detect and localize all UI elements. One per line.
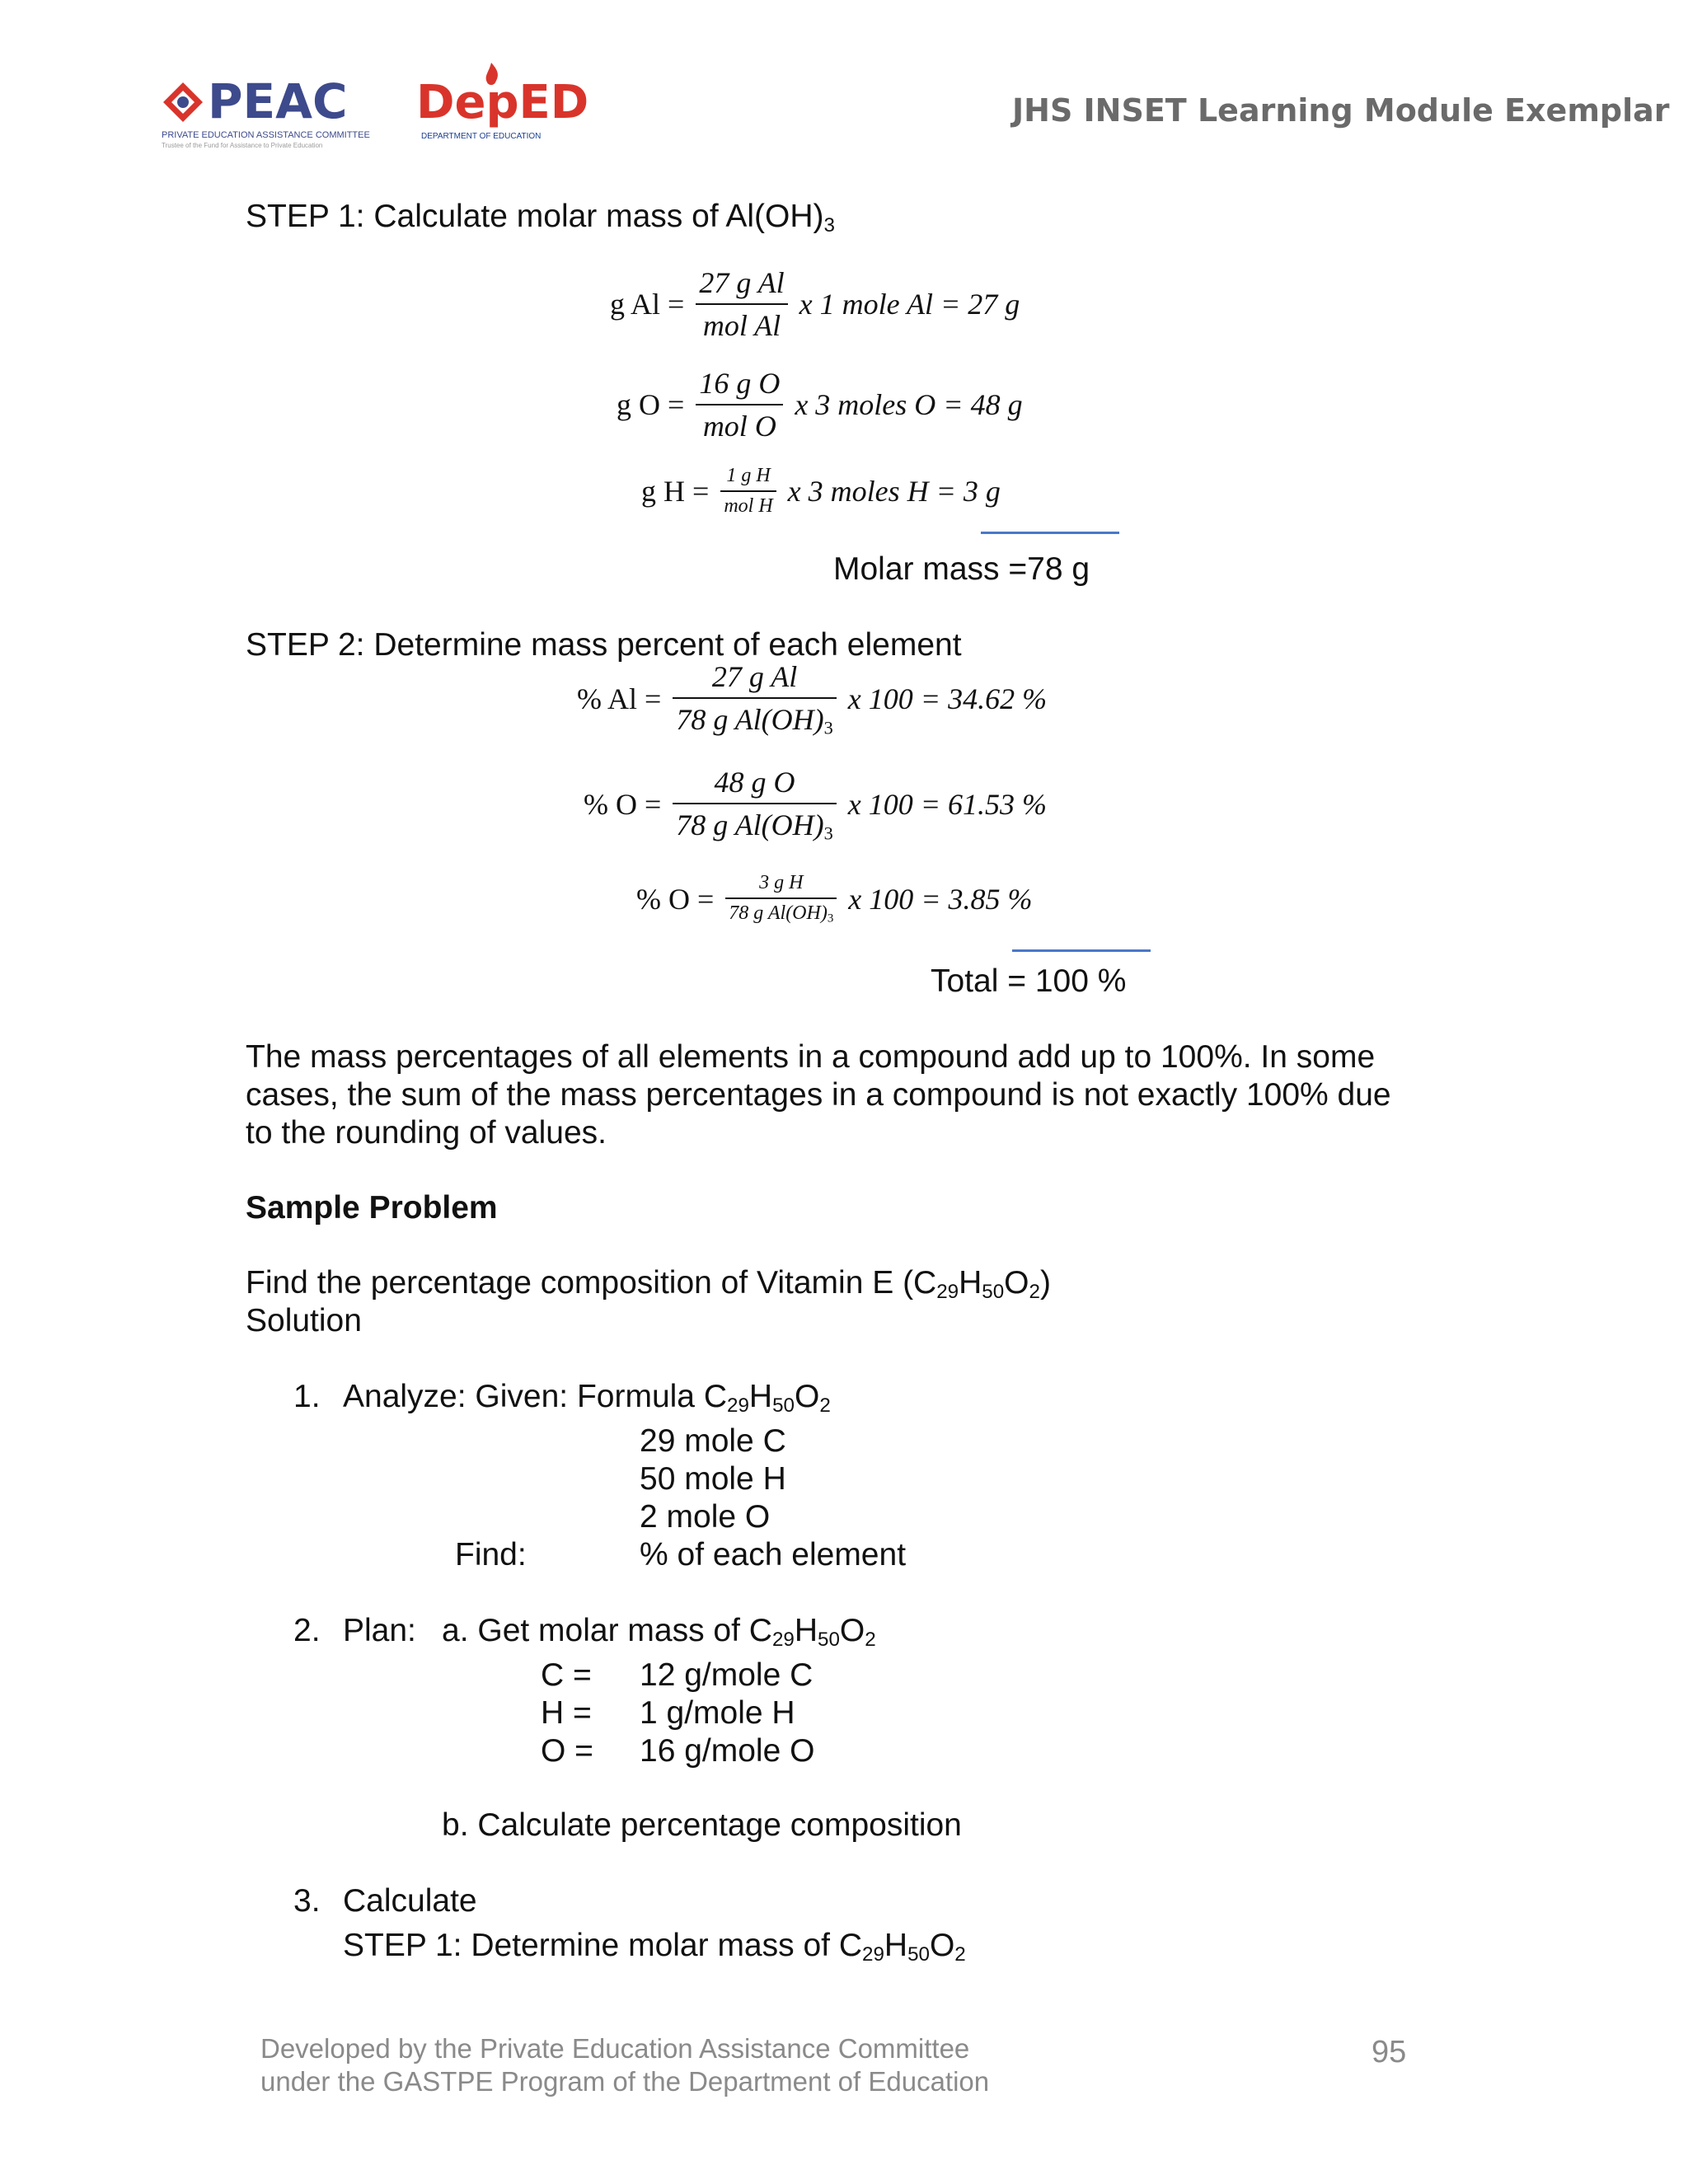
fraction-denominator: mol H <box>724 495 773 517</box>
plan-step-b: b. Calculate percentage composition <box>442 1807 962 1843</box>
eq-lhs: % Al = <box>577 682 662 716</box>
step1-heading-sub: 3 <box>823 214 835 237</box>
eq-rhs: x 3 moles H = 3 g <box>787 475 1001 508</box>
analyze-line: Analyze: Given: Formula $C_{29}H_{50}O_2$ <box>343 1379 831 1418</box>
step1-heading-text: STEP 1: Calculate molar mass of Al(OH) <box>246 199 824 234</box>
solution-label: Solution <box>246 1303 362 1338</box>
footer-line-2: under the GASTPE Program of the Department of Education <box>260 2066 990 2097</box>
peac-tagline: Trustee of the Fund for Assistance to Private Education <box>162 142 323 149</box>
eq-lhs: g O = <box>617 388 685 421</box>
eq-lhs: g H = <box>641 475 710 508</box>
total-underline <box>1012 949 1151 952</box>
eq-lhs: % O = <box>584 788 662 822</box>
eq-rhs: x 3 moles O = 48 g <box>795 388 1023 421</box>
fraction-denominator: mol O <box>702 410 776 443</box>
step1-heading <box>246 198 835 245</box>
fraction-numerator: 3 g H <box>725 872 837 899</box>
list-item-number-1: 1. <box>293 1379 321 1414</box>
fraction-numerator: 16 g O <box>696 366 783 405</box>
equation-pct-al <box>577 659 1047 739</box>
given-moles-h: 50 mole H <box>640 1461 786 1497</box>
eq-lhs: % O = <box>636 882 715 916</box>
footer-line-1: Developed by the Private Education Assistance Committee <box>260 2033 970 2064</box>
equation-pct-h <box>636 872 1033 926</box>
plan-label: Plan: <box>343 1613 416 1648</box>
paragraph-line-3: to the rounding of values. <box>246 1115 607 1151</box>
molar-symbol-o: O = <box>541 1733 593 1769</box>
deped-logo <box>416 63 589 145</box>
page-number: 95 <box>1372 2035 1407 2069</box>
molar-mass-result: Molar mass =78 g <box>833 551 1090 587</box>
plan-step-a: a. Get molar mass of $C_{29}H_{50}O_2$ <box>442 1613 876 1652</box>
peac-logo <box>162 73 380 158</box>
sum-underline <box>981 532 1119 534</box>
list-item-number-3: 3. <box>293 1883 321 1919</box>
fraction-numerator: 1 g H <box>720 465 776 492</box>
fraction-numerator: 27 g Al <box>696 265 787 305</box>
deped-subtitle: DEPARTMENT OF EDUCATION <box>421 132 542 141</box>
fraction <box>696 366 783 443</box>
equation-g-h <box>641 465 1001 518</box>
fraction <box>673 659 836 739</box>
eq-lhs: g Al = <box>610 288 685 321</box>
fraction-denominator: 78 g $Al(OH)_3$ <box>729 902 834 926</box>
molar-value-h: 1 g/mole H <box>640 1695 795 1731</box>
molar-value-o: 16 g/mole O <box>640 1733 815 1769</box>
calculate-step1: STEP 1: Determine molar mass of $C_{29}H_{50}O_2$ <box>343 1928 966 1966</box>
molar-symbol-c: C = <box>541 1657 592 1693</box>
list-item-number-2: 2. <box>293 1613 321 1648</box>
fraction <box>725 872 837 926</box>
eq-rhs: x 100 = 3.85 % <box>848 882 1033 916</box>
fraction <box>696 265 787 343</box>
find-label: Find: <box>455 1537 527 1572</box>
paragraph-line-2: cases, the sum of the mass percentages in a compound is not exactly 100% due <box>246 1077 1391 1113</box>
equation-g-al <box>610 265 1020 343</box>
molar-value-c: 12 g/mole C <box>640 1657 814 1693</box>
fraction-numerator: 27 g Al <box>673 659 836 699</box>
paragraph-line-1: The mass percentages of all elements in a compound add up to 100%. In some <box>246 1039 1376 1075</box>
peac-emblem-icon <box>162 81 204 124</box>
fraction-numerator: 48 g O <box>673 765 836 804</box>
eq-rhs: x 100 = 61.53 % <box>847 788 1048 822</box>
fraction-denominator: 78 g $Al(OH)_3$ <box>676 703 833 738</box>
find-value: % of each element <box>640 1537 907 1572</box>
given-moles-c: 29 mole C <box>640 1423 786 1459</box>
module-title: JHS INSET Learning Module Exemplar <box>1012 92 1670 129</box>
equation-g-o <box>617 366 1023 443</box>
given-moles-o: 2 mole O <box>640 1499 771 1535</box>
sample-problem-heading: Sample Problem <box>246 1190 498 1226</box>
fraction <box>720 465 776 518</box>
eq-rhs: x 1 mole Al = 27 g <box>799 288 1020 321</box>
sample-question: Find the percentage composition of Vitamin E $(C_{29}H_{50}O_2)$ <box>246 1265 1051 1304</box>
page-header <box>0 0 1688 157</box>
eq-rhs: x 100 = 34.62 % <box>847 682 1048 716</box>
calculate-label: Calculate <box>343 1883 477 1919</box>
peac-subtitle: PRIVATE EDUCATION ASSISTANCE COMMITTEE <box>162 130 370 140</box>
fraction-denominator: 78 g $Al(OH)_3$ <box>676 808 833 844</box>
peac-wordmark: PEAC <box>208 73 348 129</box>
step2-heading: STEP 2: Determine mass percent of each element <box>246 627 962 663</box>
molar-symbol-h: H = <box>541 1695 592 1731</box>
fraction <box>673 765 836 845</box>
deped-wordmark: DepED <box>416 76 589 129</box>
fraction-denominator: mol Al <box>702 309 781 342</box>
total-result: Total = 100 % <box>931 963 1127 999</box>
equation-pct-o <box>584 765 1047 845</box>
